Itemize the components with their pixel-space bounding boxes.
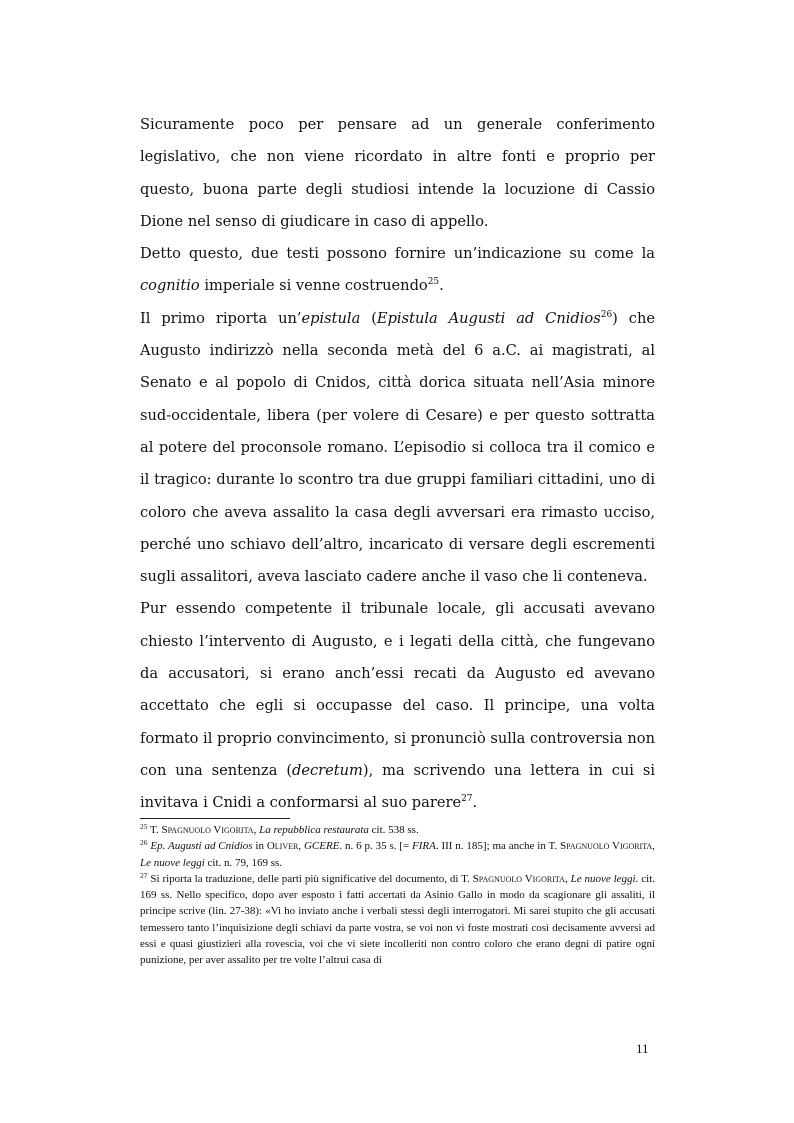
footnote-text: , — [298, 840, 304, 853]
footnote-number: 26 — [140, 838, 148, 848]
footnote-number: 27 — [140, 870, 148, 880]
author-name: Spagnuolo Vigorita — [161, 824, 254, 836]
work-title: Le nuove leggi — [140, 856, 205, 869]
main-text — [140, 109, 655, 820]
footnote-text: . III n. 185]; ma anche in T. — [435, 840, 561, 853]
footnote-text: , — [253, 824, 260, 836]
paragraph-1-text: Sicuramente poco per pensare ad un generale conferimento legislativo, che non viene ricordato in altre fonti e proprio per questo, buona parte degli studiosi intende la locuzione di Cassio Dione nel senso di giudicare in caso di appello. — [140, 116, 655, 230]
footnote-27 — [140, 871, 655, 969]
footnote-divider — [140, 818, 290, 819]
page-number: 11 — [636, 1041, 649, 1056]
footnote-text: , — [564, 872, 571, 885]
footnote-ref-25[interactable]: 25 — [427, 277, 440, 288]
term-decretum: decretum — [292, 761, 363, 779]
paragraph-4-text: ), ma scrivendo una lettera in cui si invitava i Cnidi a conformarsi al suo parere — [140, 761, 655, 812]
work-title: FIRA — [412, 840, 436, 853]
paragraph-2-text: imperiale si venne costruendo — [199, 277, 428, 295]
footnote-text: Si riporta la traduzione, delle parti più significative del documento, di T. — [147, 872, 473, 885]
footnotes — [140, 822, 655, 969]
author-name: Oliver — [266, 840, 299, 853]
term-epistula: epistula — [301, 309, 361, 327]
author-name: Spagnuolo Vigorita — [560, 840, 653, 853]
paragraph-3 — [140, 303, 655, 594]
footnote-text: . n. 6 p. 35 s. [= — [339, 840, 413, 853]
work-title: GCERE — [303, 840, 340, 853]
paragraph-2-text: Detto questo, due testi possono fornire un’indicazione su come la — [140, 245, 655, 263]
source-title: Epistula Augusti ad Cnidios — [376, 309, 601, 327]
footnote-text: in — [252, 840, 267, 853]
paragraph-2 — [140, 238, 655, 303]
author-name: Spagnuolo Vigorita — [472, 872, 565, 885]
footnote-25 — [140, 822, 655, 838]
footnote-text: cit. 538 ss. — [368, 824, 419, 836]
footnote-text: T. — [147, 824, 162, 836]
footnote-text: , — [652, 840, 655, 853]
work-title: Le nuove leggi. — [570, 872, 639, 885]
footnote-number: 25 — [140, 822, 148, 831]
paragraph-4-text: . — [472, 794, 478, 812]
paragraph-3-text: ) che Augusto indirizzò nella seconda metà del 6 a.C. ai magistrati, al Senato e al popolo di Cnidos, città dorica situata nell’Asia minore sud-occidentale, libera (per volere di Cesare) e per questo sottratta al potere del proconsole romano. L’episodio si colloca tra il comico e il tragico: durante lo scontro tra due gruppi familiari cittadini, uno di coloro che aveva assalito la casa degli avversari era rimasto ucciso, perché uno schiavo dell’altro, incaricato di versare degli escrementi sugli assalitori, aveva lasciato cadere anche il vaso che li conteneva. — [140, 309, 655, 586]
work-title: Ep. Augusti ad Cnidios — [150, 840, 253, 853]
footnote-ref-27[interactable]: 27 — [461, 794, 473, 805]
paragraph-1 — [140, 109, 655, 238]
footnote-text: cit. n. 79, 169 ss. — [204, 856, 283, 869]
paragraph-2-text: . — [439, 277, 444, 295]
paragraph-4 — [140, 593, 655, 819]
paragraph-3-text: ( — [360, 309, 377, 327]
footnote-text: cit. 169 ss. Nello specifico, dopo aver esposto i fatti accertati da Asinio Gallo in modo da scagionare gli assaliti, il principe scrive (lin. 27-38): «Vi ho inviato anche i verbali stessi degli interrogatori. Mi sarei stupito che gli accusati temessero tanto l’inquisizione degli schiavi da parte vostra, se voi non vi foste mostrati così decisamente avversi ad essi e quasi giustizieri alla rovescia, voi che vi siete incolleriti non contro coloro che erano degni di patire ogni punizione, per aver assalito per tre volte l’altrui casa di — [140, 872, 656, 967]
paragraph-4-text: Pur essendo competente il tribunale locale, gli accusati avevano chiesto l’intervento di Augusto, e i legati della città, che fungevano da accusatori, si erano anch’essi recati da Augusto ed avevano accettato che egli si occupasse del caso. Il principe, una volta formato il proprio convincimento, si pronunciò sulla controversia non con una sentenza ( — [140, 600, 655, 779]
footnote-ref-26[interactable]: 26 — [600, 309, 613, 320]
footnote-26 — [140, 838, 655, 871]
paragraph-3-text: Il primo riporta un’ — [140, 309, 302, 327]
work-title: La repubblica restaurata — [259, 824, 369, 836]
term-cognitio: cognitio — [140, 277, 200, 295]
